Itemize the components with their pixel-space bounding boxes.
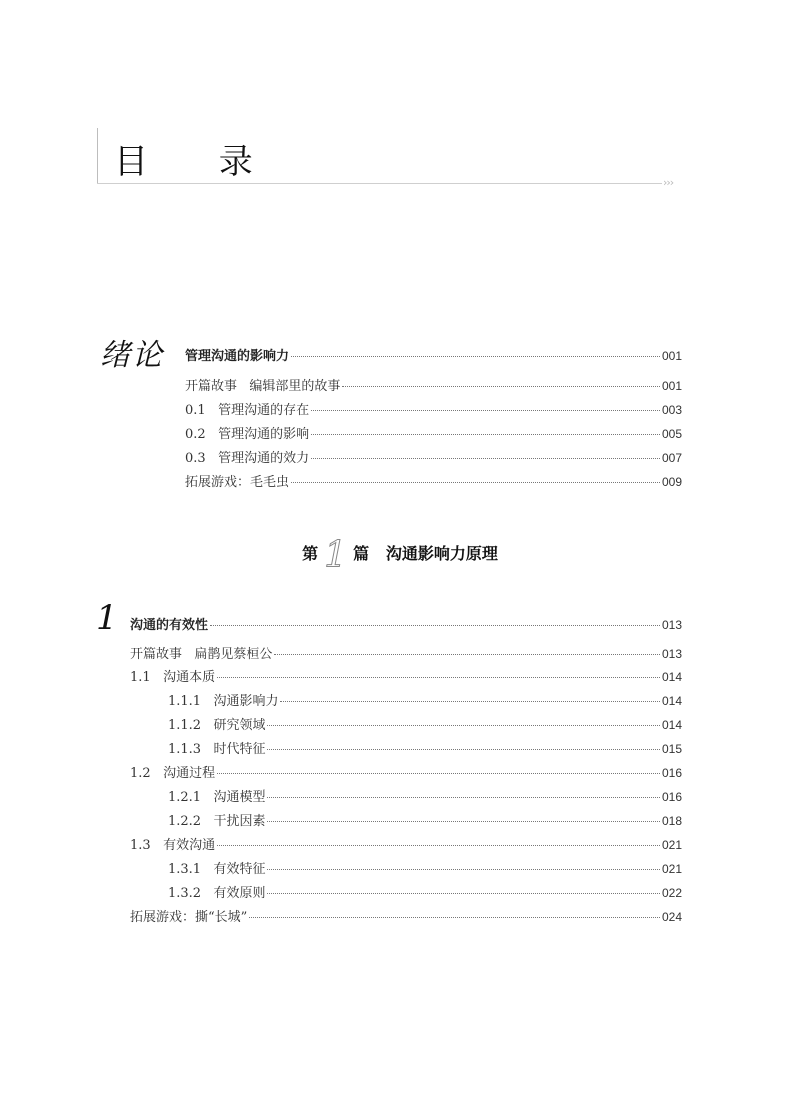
toc-entry[interactable] — [185, 425, 682, 444]
entry-title: 开篇故事 编辑部里的故事 — [185, 379, 341, 394]
entry-title: 沟通的有效性 — [130, 618, 209, 633]
dot-leader — [217, 773, 660, 774]
dot-leader — [280, 701, 659, 702]
entry-title: 1.1.2 研究领域 — [168, 718, 266, 733]
page-number: 022 — [661, 886, 682, 900]
page-number: 005 — [661, 427, 682, 441]
toc-entry[interactable] — [130, 764, 682, 783]
entry-title: 开篇故事 扁鹊见蔡桓公 — [130, 647, 273, 662]
dot-leader — [217, 845, 660, 846]
entry-title: 0.3 管理沟通的效力 — [185, 451, 310, 466]
page-number: 009 — [661, 475, 682, 489]
page-number: 001 — [661, 379, 682, 393]
dot-leader — [291, 482, 660, 483]
toc-entry-chapter[interactable] — [130, 616, 682, 635]
page-number: 021 — [661, 862, 682, 876]
toc-entry[interactable] — [130, 645, 682, 664]
toc-entry[interactable] — [168, 788, 682, 807]
entry-title: 1.1.1 沟通影响力 — [168, 694, 279, 709]
page-number: 013 — [661, 647, 682, 661]
dot-leader — [267, 725, 659, 726]
page-number: 013 — [661, 618, 682, 632]
dot-leader — [311, 410, 660, 411]
dot-leader — [274, 654, 660, 655]
entry-title: 拓展游戏：撕“长城” — [130, 910, 248, 925]
entry-title: 1.1.3 时代特征 — [168, 742, 266, 757]
entry-title: 1.3 有效沟通 — [130, 838, 216, 853]
entry-title: 1.3.2 有效原则 — [168, 886, 266, 901]
page-number: 014 — [661, 694, 682, 708]
entry-title: 1.1 沟通本质 — [130, 670, 216, 685]
part-prefix: 第 — [302, 544, 319, 563]
toc-entry-intro[interactable] — [185, 347, 682, 366]
toc-entry[interactable] — [168, 812, 682, 831]
toc-entry[interactable] — [168, 884, 682, 903]
header-accent-bar — [97, 128, 98, 184]
chapter-number: 1 — [96, 598, 118, 638]
entry-title: 1.2.1 沟通模型 — [168, 790, 266, 805]
page-number: 015 — [661, 742, 682, 756]
dot-leader — [311, 434, 660, 435]
toc-entry[interactable] — [168, 860, 682, 879]
page-number: 021 — [661, 838, 682, 852]
page-number: 001 — [661, 349, 682, 363]
page-number: 007 — [661, 451, 682, 465]
entry-title: 1.2 沟通过程 — [130, 766, 216, 781]
page-number: 014 — [661, 670, 682, 684]
page-title: 目 录 — [114, 142, 283, 182]
toc-entry[interactable] — [185, 449, 682, 468]
toc-entry[interactable] — [130, 908, 682, 927]
page-number: 014 — [661, 718, 682, 732]
intro-label: 绪论 — [100, 338, 164, 373]
toc-entry[interactable] — [168, 716, 682, 735]
dot-leader — [267, 821, 659, 822]
page-number: 003 — [661, 403, 682, 417]
toc-entry[interactable] — [130, 836, 682, 855]
dot-leader — [249, 917, 660, 918]
entry-title: 拓展游戏：毛毛虫 — [185, 475, 290, 490]
page-number: 018 — [661, 814, 682, 828]
page-number: 016 — [661, 766, 682, 780]
part-suffix: 篇 — [353, 544, 370, 563]
dot-leader — [267, 749, 659, 750]
dot-leader — [291, 356, 660, 357]
dot-leader — [311, 458, 660, 459]
toc-entry[interactable] — [185, 377, 682, 396]
dot-leader — [342, 386, 660, 387]
part-title: 沟通影响力原理 — [385, 544, 498, 563]
toc-entry[interactable] — [168, 692, 682, 711]
header-rule — [97, 183, 662, 184]
part-number: 1 — [324, 535, 348, 576]
dot-leader — [267, 797, 659, 798]
page-number: 016 — [661, 790, 682, 804]
dot-leader — [217, 677, 660, 678]
entry-title: 管理沟通的影响力 — [185, 349, 290, 364]
toc-entry[interactable] — [185, 473, 682, 492]
entry-title: 1.3.1 有效特征 — [168, 862, 266, 877]
toc-entry[interactable] — [130, 668, 682, 687]
toc-entry[interactable] — [168, 740, 682, 759]
part-heading — [0, 535, 800, 576]
dot-leader — [267, 869, 659, 870]
entry-title: 0.2 管理沟通的影响 — [185, 427, 310, 442]
entry-title: 1.2.2 干扰因素 — [168, 814, 266, 829]
toc-entry[interactable] — [185, 401, 682, 420]
chevron-right-icon: ››› — [663, 176, 674, 189]
page-number: 024 — [661, 910, 682, 924]
entry-title: 0.1 管理沟通的存在 — [185, 403, 310, 418]
dot-leader — [210, 625, 660, 626]
dot-leader — [267, 893, 659, 894]
